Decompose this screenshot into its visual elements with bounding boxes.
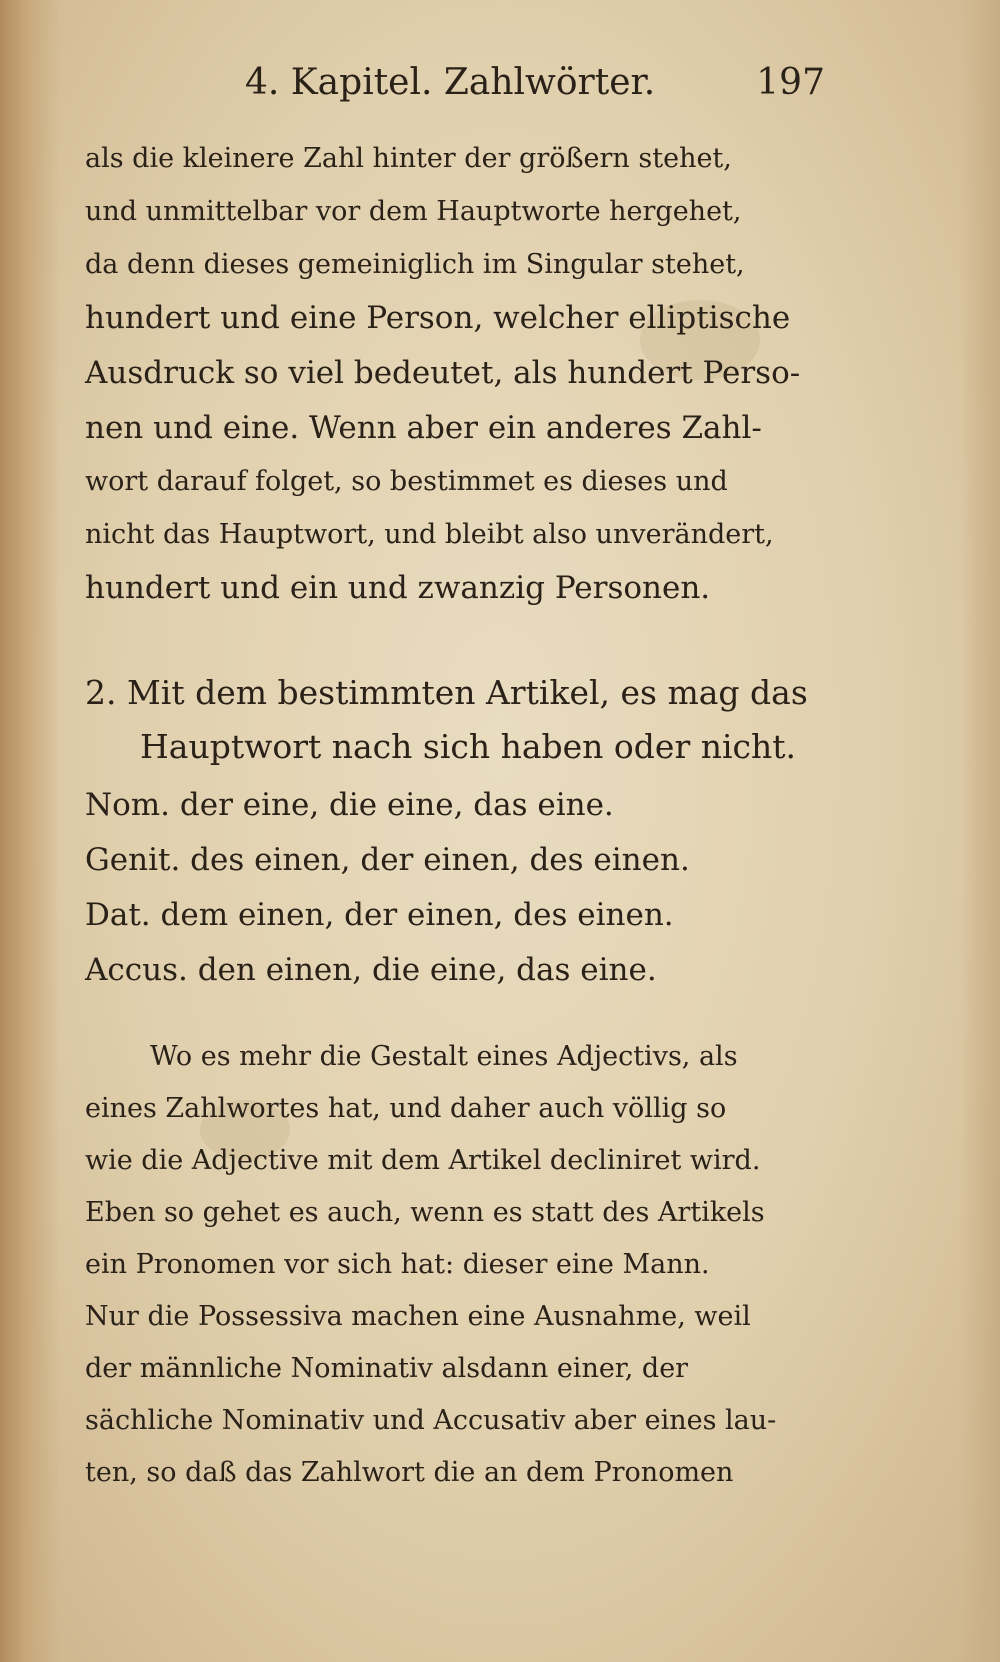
text-line: Nur die Possessiva machen eine Ausnahme, weil bbox=[85, 1301, 751, 1332]
declension-row: Nom. der eine, die eine, das eine. bbox=[85, 787, 614, 823]
text-line: nicht das Hauptwort, und bleibt also unverändert, bbox=[85, 519, 774, 550]
declension-row: Genit. des einen, der einen, des einen. bbox=[85, 842, 690, 878]
text-line: und unmittelbar vor dem Hauptworte hergehet, bbox=[85, 196, 742, 227]
text-line: Wo es mehr die Gestalt eines Adjectivs, als bbox=[150, 1041, 738, 1072]
text-line: hundert und eine Person, welcher elliptische bbox=[85, 300, 791, 336]
text-line: als die kleinere Zahl hinter der größern stehet, bbox=[85, 143, 732, 174]
text-line: sächliche Nominativ und Accusativ aber eines lau- bbox=[85, 1405, 777, 1436]
section-heading: 2. Mit dem bestimmten Artikel, es mag das bbox=[85, 673, 808, 712]
text-line: Eben so gehet es auch, wenn es statt des Artikels bbox=[85, 1197, 765, 1228]
chapter-title: 4. Kapitel. Zahlwörter. bbox=[245, 62, 656, 103]
text-line: wort darauf folget, so bestimmet es dieses und bbox=[85, 466, 728, 497]
section-heading: Hauptwort nach sich haben oder nicht. bbox=[140, 727, 797, 766]
text-line: hundert und ein und zwanzig Personen. bbox=[85, 570, 711, 606]
text-line: eines Zahlwortes hat, und daher auch völlig so bbox=[85, 1093, 727, 1124]
text-line: wie die Adjective mit dem Artikel decliniret wird. bbox=[85, 1145, 761, 1176]
page-number: 197 bbox=[756, 62, 825, 103]
text-line: Ausdruck so viel bedeutet, als hundert Perso- bbox=[85, 355, 801, 391]
running-header bbox=[245, 62, 825, 122]
declension-row: Accus. den einen, die eine, das eine. bbox=[85, 952, 657, 988]
text-line: der männliche Nominativ alsdann einer, der bbox=[85, 1353, 689, 1384]
page-edge-shadow-right bbox=[960, 0, 1000, 1662]
text-line: da denn dieses gemeiniglich im Singular stehet, bbox=[85, 249, 745, 280]
text-line: nen und eine. Wenn aber ein anderes Zahl- bbox=[85, 410, 762, 446]
declension-row: Dat. dem einen, der einen, des einen. bbox=[85, 897, 674, 933]
page-edge-shadow-left bbox=[0, 0, 60, 1662]
text-line: ten, so daß das Zahlwort die an dem Pronomen bbox=[85, 1457, 734, 1488]
text-line: ein Pronomen vor sich hat: dieser eine Mann. bbox=[85, 1249, 710, 1280]
